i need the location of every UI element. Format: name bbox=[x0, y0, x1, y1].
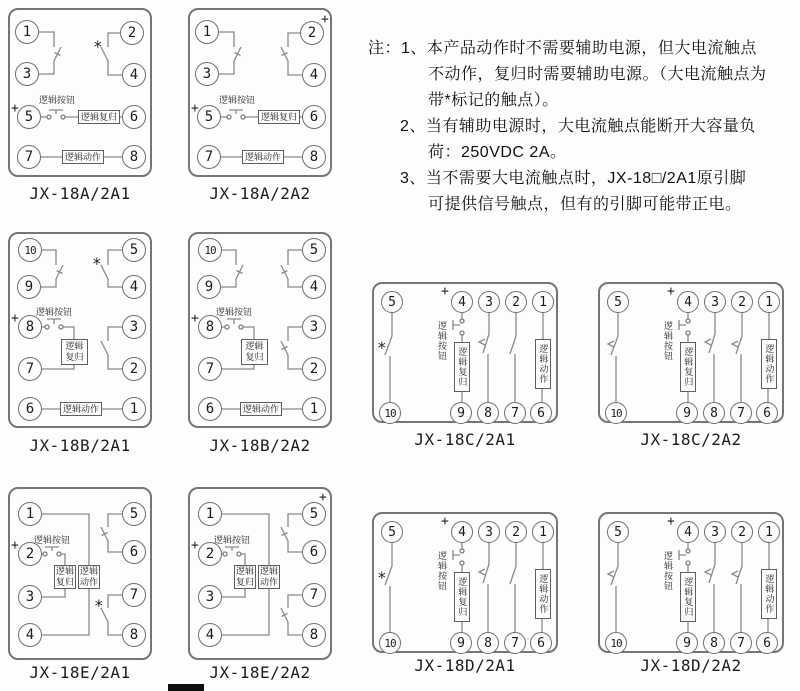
pin-6: 6 bbox=[530, 402, 552, 424]
pin-7: 7 bbox=[197, 145, 221, 169]
pin-1: 1 bbox=[758, 521, 780, 543]
plus-sign: + bbox=[441, 284, 449, 299]
pin-2: 2 bbox=[505, 291, 527, 313]
pin-3: 3 bbox=[15, 62, 39, 86]
pin-1: 1 bbox=[18, 502, 42, 526]
logic-reset-box: 逻辑复归 bbox=[680, 342, 696, 392]
pin-8: 8 bbox=[477, 402, 499, 424]
pin-10: 10 bbox=[605, 402, 627, 424]
pin-10: 10 bbox=[605, 632, 627, 654]
pin-1: 1 bbox=[15, 20, 39, 44]
pin-7: 7 bbox=[17, 145, 41, 169]
pin-5: 5 bbox=[607, 291, 629, 313]
diagram-caption: JX-18B/2A1 bbox=[29, 436, 131, 455]
pin-5: 5 bbox=[17, 105, 41, 129]
logic-action-box: 逻辑动作 bbox=[62, 150, 104, 164]
pin-5: 5 bbox=[381, 521, 403, 543]
diagram-caption: JX-18D/2A1 bbox=[414, 656, 516, 675]
pin-1: 1 bbox=[758, 291, 780, 313]
pin-8: 8 bbox=[302, 145, 326, 169]
diagram-jx-18a-2a1 bbox=[8, 8, 152, 177]
plus-sign: + bbox=[667, 514, 675, 529]
diagram-caption: JX-18C/2A2 bbox=[640, 430, 742, 449]
pin-3: 3 bbox=[302, 315, 326, 339]
logic-button-label: 逻辑按钮 bbox=[38, 95, 75, 105]
pin-1: 1 bbox=[122, 397, 146, 421]
pin-4: 4 bbox=[122, 63, 146, 87]
pin-8: 8 bbox=[703, 632, 725, 654]
logic-button-label: 逻辑按钮 bbox=[437, 321, 447, 361]
diagram-jx-18b-2a1 bbox=[8, 232, 152, 428]
logic-button-label: 逻辑按钮 bbox=[663, 551, 673, 591]
plus-sign: + bbox=[667, 284, 675, 299]
logic-action-box: 逻辑动作 bbox=[535, 339, 551, 389]
logic-button-label: 逻辑按钮 bbox=[33, 535, 70, 545]
pin-7: 7 bbox=[18, 357, 42, 381]
diagram-caption: JX-18D/2A2 bbox=[640, 656, 742, 675]
logic-button-label: 逻辑按钮 bbox=[437, 551, 447, 591]
logic-reset-box: 逻辑复归 bbox=[78, 110, 120, 124]
logic-reset-box: 逻辑复归 bbox=[454, 342, 470, 392]
pin-2: 2 bbox=[122, 357, 146, 381]
notes-block bbox=[368, 36, 798, 218]
logic-action-box: 逻辑动作 bbox=[242, 150, 284, 164]
pin-3: 3 bbox=[704, 521, 726, 543]
pin-5: 5 bbox=[122, 238, 146, 262]
pin-8: 8 bbox=[18, 315, 42, 339]
diagram-caption: JX-18B/2A2 bbox=[209, 436, 311, 455]
pin-8: 8 bbox=[302, 623, 326, 647]
logic-reset-box bbox=[241, 339, 268, 365]
logic-button-label: 逻辑按钮 bbox=[215, 307, 252, 317]
pin-6: 6 bbox=[198, 397, 222, 421]
pin-9: 9 bbox=[17, 275, 41, 299]
pin-7: 7 bbox=[302, 583, 326, 607]
logic-action-box bbox=[78, 565, 100, 589]
logic-action-box: 逻辑动作 bbox=[60, 402, 102, 416]
star-sign: * bbox=[377, 338, 387, 357]
pin-8: 8 bbox=[703, 402, 725, 424]
logic-reset-line1: 逻辑 bbox=[55, 566, 74, 577]
pin-5: 5 bbox=[122, 502, 146, 526]
pin-3: 3 bbox=[704, 291, 726, 313]
pin-6: 6 bbox=[122, 105, 146, 129]
pin-2: 2 bbox=[731, 291, 753, 313]
logic-action-box: 逻辑动作 bbox=[240, 402, 282, 416]
pin-6: 6 bbox=[122, 540, 146, 564]
pin-4: 4 bbox=[677, 291, 699, 313]
pin-3: 3 bbox=[198, 585, 222, 609]
pin-2: 2 bbox=[302, 357, 326, 381]
plus-sign: + bbox=[321, 12, 329, 27]
pin-7: 7 bbox=[122, 583, 146, 607]
plus-sign: + bbox=[191, 101, 199, 116]
pin-6: 6 bbox=[530, 632, 552, 654]
pin-1: 1 bbox=[532, 291, 554, 313]
pin-1: 1 bbox=[302, 397, 326, 421]
note-line: 可提供信号触点，但有的引脚可能带正电。 bbox=[428, 196, 742, 213]
logic-action-line2: 动作 bbox=[79, 577, 98, 587]
pin-10: 10 bbox=[379, 402, 401, 424]
logic-reset-line2: 复归 bbox=[245, 352, 264, 362]
logic-button-label: 逻辑按钮 bbox=[35, 307, 72, 317]
logic-reset-line1: 逻辑 bbox=[245, 341, 264, 352]
star-sign: * bbox=[94, 596, 104, 615]
pin-3: 3 bbox=[18, 585, 42, 609]
plus-sign: + bbox=[441, 514, 449, 529]
pin-2: 2 bbox=[18, 542, 42, 566]
pin-10: 10 bbox=[379, 632, 401, 654]
logic-action-line1: 逻辑 bbox=[79, 566, 98, 577]
pin-3: 3 bbox=[122, 315, 146, 339]
note-line: 荷：250VDC 2A。 bbox=[428, 144, 567, 161]
plus-sign: + bbox=[191, 538, 199, 553]
pin-5: 5 bbox=[302, 238, 326, 262]
logic-action-box: 逻辑动作 bbox=[761, 339, 777, 389]
note-line: 2、当有辅助电源时，大电流触点能断开大容量负 bbox=[400, 118, 756, 135]
logic-reset-line2: 复归 bbox=[235, 577, 254, 587]
pin-9: 9 bbox=[676, 632, 698, 654]
pin-4: 4 bbox=[18, 623, 42, 647]
note-line: 带*标记的触点）。 bbox=[428, 92, 559, 109]
pin-7: 7 bbox=[504, 402, 526, 424]
pin-5: 5 bbox=[607, 521, 629, 543]
star-sign: * bbox=[93, 37, 103, 56]
logic-reset-box bbox=[61, 339, 88, 365]
plus-sign: + bbox=[191, 311, 199, 326]
pin-6: 6 bbox=[302, 540, 326, 564]
pin-4: 4 bbox=[198, 623, 222, 647]
note-line: 注：1、本产品动作时不需要辅助电源，但大电流触点 bbox=[368, 40, 757, 57]
pin-4: 4 bbox=[122, 275, 146, 299]
pin-8: 8 bbox=[198, 315, 222, 339]
diagram-jx-18c-2a2 bbox=[598, 282, 784, 423]
pin-4: 4 bbox=[302, 275, 326, 299]
plus-sign: + bbox=[319, 490, 327, 505]
logic-reset-line2: 复归 bbox=[55, 577, 74, 587]
logic-action-box bbox=[258, 565, 280, 589]
plus-sign: + bbox=[11, 311, 19, 326]
logic-action-box: 逻辑动作 bbox=[761, 569, 777, 619]
pin-5: 5 bbox=[302, 502, 326, 526]
pin-9: 9 bbox=[450, 632, 472, 654]
pin-1: 1 bbox=[195, 20, 219, 44]
star-sign: * bbox=[92, 254, 102, 273]
pin-2: 2 bbox=[198, 542, 222, 566]
logic-reset-line1: 逻辑 bbox=[235, 566, 254, 577]
pin-7: 7 bbox=[504, 632, 526, 654]
pin-5: 5 bbox=[197, 105, 221, 129]
logic-reset-box: 逻辑复归 bbox=[454, 572, 470, 622]
logic-button-label: 逻辑按钮 bbox=[218, 95, 255, 105]
logic-reset-box: 逻辑复归 bbox=[258, 110, 300, 124]
pin-7: 7 bbox=[730, 632, 752, 654]
scan-artifact bbox=[168, 684, 204, 691]
plus-sign: + bbox=[11, 101, 19, 116]
pin-2: 2 bbox=[505, 521, 527, 543]
star-sign: * bbox=[377, 568, 387, 587]
pin-3: 3 bbox=[478, 291, 500, 313]
logic-action-box: 逻辑动作 bbox=[535, 569, 551, 619]
diagram-jx-18d-2a1 bbox=[372, 512, 558, 653]
pin-6: 6 bbox=[302, 105, 326, 129]
note-line: 3、当不需要大电流触点时，JX-18□/2A1原引脚 bbox=[400, 170, 747, 187]
note-line: 不动作，复归时需要辅助电源。（大电流触点为 bbox=[428, 66, 767, 83]
diagram-caption: JX-18A/2A2 bbox=[209, 184, 311, 203]
logic-reset-box bbox=[54, 565, 76, 589]
pin-10: 10 bbox=[18, 238, 42, 262]
diagram-caption: JX-18C/2A1 bbox=[414, 430, 516, 449]
diagram-jx-18d-2a2 bbox=[598, 512, 784, 653]
pin-1: 1 bbox=[532, 521, 554, 543]
pin-4: 4 bbox=[451, 291, 473, 313]
logic-reset-box bbox=[234, 565, 256, 589]
pin-7: 7 bbox=[198, 357, 222, 381]
diagram-caption: JX-18E/2A2 bbox=[209, 663, 311, 682]
logic-reset-line1: 逻辑 bbox=[65, 341, 84, 352]
diagram-jx-18c-2a1 bbox=[372, 282, 558, 423]
pin-3: 3 bbox=[195, 62, 219, 86]
diagram-caption: JX-18A/2A1 bbox=[29, 184, 131, 203]
pin-9: 9 bbox=[450, 402, 472, 424]
pin-10: 10 bbox=[198, 238, 222, 262]
diagram-jx-18b-2a2 bbox=[188, 232, 332, 428]
logic-action-line2: 动作 bbox=[259, 577, 278, 587]
pin-2: 2 bbox=[731, 521, 753, 543]
pin-6: 6 bbox=[18, 397, 42, 421]
logic-action-line1: 逻辑 bbox=[259, 566, 278, 577]
pin-2: 2 bbox=[300, 21, 324, 45]
pin-8: 8 bbox=[122, 145, 146, 169]
logic-reset-line2: 复归 bbox=[65, 352, 84, 362]
pin-5: 5 bbox=[381, 291, 403, 313]
pin-1: 1 bbox=[198, 502, 222, 526]
pin-4: 4 bbox=[677, 521, 699, 543]
pin-9: 9 bbox=[197, 275, 221, 299]
diagram-caption: JX-18E/2A1 bbox=[29, 663, 131, 682]
pin-4: 4 bbox=[302, 63, 326, 87]
plus-sign: + bbox=[11, 538, 19, 553]
pin-8: 8 bbox=[122, 623, 146, 647]
logic-button-label: 逻辑按钮 bbox=[663, 321, 673, 361]
pin-9: 9 bbox=[676, 402, 698, 424]
pin-8: 8 bbox=[477, 632, 499, 654]
diagram-jx-18e-2a1 bbox=[8, 487, 152, 660]
logic-button-label: 逻辑按钮 bbox=[213, 535, 250, 545]
logic-reset-box: 逻辑复归 bbox=[680, 572, 696, 622]
pin-3: 3 bbox=[478, 521, 500, 543]
pin-6: 6 bbox=[756, 632, 778, 654]
pin-7: 7 bbox=[730, 402, 752, 424]
diagram-jx-18e-2a2 bbox=[188, 487, 332, 660]
pin-2: 2 bbox=[120, 21, 144, 45]
diagram-jx-18a-2a2 bbox=[188, 8, 332, 177]
pin-4: 4 bbox=[451, 521, 473, 543]
pin-6: 6 bbox=[756, 402, 778, 424]
